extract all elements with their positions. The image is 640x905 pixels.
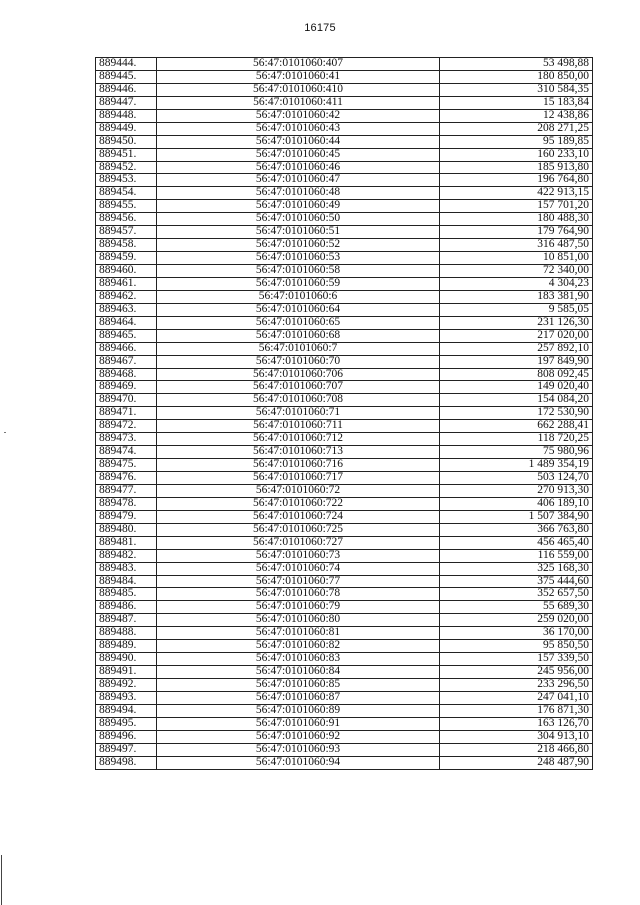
cadastral-number-cell: 56:47:0101060:65 xyxy=(157,316,440,329)
value-cell: 95 850,50 xyxy=(440,640,593,653)
row-number-cell: 889473. xyxy=(96,433,157,446)
value-cell: 55 689,30 xyxy=(440,601,593,614)
row-number-cell: 889445. xyxy=(96,70,157,83)
cadastral-number-cell: 56:47:0101060:79 xyxy=(157,601,440,614)
cadastral-number-cell: 56:47:0101060:717 xyxy=(157,472,440,485)
scan-edge-line xyxy=(1,855,2,905)
table-row xyxy=(96,433,593,446)
table-row xyxy=(96,355,593,368)
value-cell: 163 126,70 xyxy=(440,717,593,730)
cadastral-number-cell: 56:47:0101060:42 xyxy=(157,109,440,122)
row-number-cell: 889470. xyxy=(96,394,157,407)
value-cell: 270 913,30 xyxy=(440,484,593,497)
cadastral-number-cell: 56:47:0101060:716 xyxy=(157,459,440,472)
row-number-cell: 889490. xyxy=(96,653,157,666)
row-number-cell: 889471. xyxy=(96,407,157,420)
row-number-cell: 889451. xyxy=(96,148,157,161)
value-cell: 247 041,10 xyxy=(440,691,593,704)
row-number-cell: 889474. xyxy=(96,446,157,459)
value-cell: 180 488,30 xyxy=(440,213,593,226)
cadastral-number-cell: 56:47:0101060:50 xyxy=(157,213,440,226)
cadastral-value-table xyxy=(95,57,593,770)
cadastral-number-cell: 56:47:0101060:80 xyxy=(157,614,440,627)
row-number-cell: 889485. xyxy=(96,588,157,601)
value-cell: 75 980,96 xyxy=(440,446,593,459)
value-cell: 197 849,90 xyxy=(440,355,593,368)
value-cell: 1 489 354,19 xyxy=(440,459,593,472)
value-cell: 72 340,00 xyxy=(440,265,593,278)
table-row xyxy=(96,614,593,627)
row-number-cell: 889491. xyxy=(96,666,157,679)
cadastral-number-cell: 56:47:0101060:48 xyxy=(157,187,440,200)
table-row xyxy=(96,691,593,704)
row-number-cell: 889463. xyxy=(96,303,157,316)
row-number-cell: 889469. xyxy=(96,381,157,394)
cadastral-number-cell: 56:47:0101060:722 xyxy=(157,497,440,510)
row-number-cell: 889452. xyxy=(96,161,157,174)
row-number-cell: 889467. xyxy=(96,355,157,368)
cadastral-number-cell: 56:47:0101060:53 xyxy=(157,252,440,265)
row-number-cell: 889453. xyxy=(96,174,157,187)
value-cell: 185 913,80 xyxy=(440,161,593,174)
table-row xyxy=(96,640,593,653)
row-number-cell: 889487. xyxy=(96,614,157,627)
row-number-cell: 889457. xyxy=(96,226,157,239)
row-number-cell: 889461. xyxy=(96,277,157,290)
row-number-cell: 889488. xyxy=(96,627,157,640)
table-row xyxy=(96,446,593,459)
cadastral-number-cell: 56:47:0101060:46 xyxy=(157,161,440,174)
table-row xyxy=(96,756,593,769)
value-cell: 245 956,00 xyxy=(440,666,593,679)
row-number-cell: 889492. xyxy=(96,679,157,692)
row-number-cell: 889494. xyxy=(96,704,157,717)
value-cell: 154 084,20 xyxy=(440,394,593,407)
row-number-cell: 889489. xyxy=(96,640,157,653)
cadastral-number-cell: 56:47:0101060:85 xyxy=(157,679,440,692)
row-number-cell: 889480. xyxy=(96,523,157,536)
row-number-cell: 889497. xyxy=(96,743,157,756)
value-cell: 118 720,25 xyxy=(440,433,593,446)
cadastral-number-cell: 56:47:0101060:708 xyxy=(157,394,440,407)
table-row xyxy=(96,459,593,472)
cadastral-number-cell: 56:47:0101060:712 xyxy=(157,433,440,446)
table-row xyxy=(96,122,593,135)
row-number-cell: 889456. xyxy=(96,213,157,226)
value-cell: 180 850,00 xyxy=(440,70,593,83)
table-row xyxy=(96,277,593,290)
value-cell: 36 170,00 xyxy=(440,627,593,640)
value-cell: 366 763,80 xyxy=(440,523,593,536)
table-row xyxy=(96,226,593,239)
table-row xyxy=(96,213,593,226)
table-row xyxy=(96,58,593,71)
row-number-cell: 889455. xyxy=(96,200,157,213)
row-number-cell: 889447. xyxy=(96,96,157,109)
cadastral-number-cell: 56:47:0101060:87 xyxy=(157,691,440,704)
table-row xyxy=(96,407,593,420)
table-row xyxy=(96,161,593,174)
value-cell: 157 701,20 xyxy=(440,200,593,213)
value-cell: 149 020,40 xyxy=(440,381,593,394)
row-number-cell: 889486. xyxy=(96,601,157,614)
table-row xyxy=(96,420,593,433)
table-row xyxy=(96,472,593,485)
value-cell: 316 487,50 xyxy=(440,239,593,252)
table-row xyxy=(96,601,593,614)
cadastral-number-cell: 56:47:0101060:84 xyxy=(157,666,440,679)
cadastral-number-cell: 56:47:0101060:77 xyxy=(157,575,440,588)
row-number-cell: 889449. xyxy=(96,122,157,135)
value-cell: 310 584,35 xyxy=(440,83,593,96)
cadastral-number-cell: 56:47:0101060:74 xyxy=(157,562,440,575)
value-cell: 233 296,50 xyxy=(440,679,593,692)
value-cell: 9 585,05 xyxy=(440,303,593,316)
table-row xyxy=(96,109,593,122)
cadastral-number-cell: 56:47:0101060:70 xyxy=(157,355,440,368)
table-row xyxy=(96,381,593,394)
row-number-cell: 889446. xyxy=(96,83,157,96)
value-cell: 304 913,10 xyxy=(440,730,593,743)
table-row xyxy=(96,717,593,730)
cadastral-number-cell: 56:47:0101060:91 xyxy=(157,717,440,730)
value-cell: 1 507 384,90 xyxy=(440,510,593,523)
value-cell: 503 124,70 xyxy=(440,472,593,485)
cadastral-number-cell: 56:47:0101060:92 xyxy=(157,730,440,743)
value-cell: 196 764,80 xyxy=(440,174,593,187)
cadastral-number-cell: 56:47:0101060:44 xyxy=(157,135,440,148)
row-number-cell: 889462. xyxy=(96,290,157,303)
scan-artifact-mark xyxy=(4,432,6,433)
cadastral-number-cell: 56:47:0101060:706 xyxy=(157,368,440,381)
table-row xyxy=(96,730,593,743)
row-number-cell: 889465. xyxy=(96,329,157,342)
row-number-cell: 889481. xyxy=(96,536,157,549)
cadastral-number-cell: 56:47:0101060:41 xyxy=(157,70,440,83)
cadastral-number-cell: 56:47:0101060:83 xyxy=(157,653,440,666)
table-row xyxy=(96,653,593,666)
cadastral-number-cell: 56:47:0101060:78 xyxy=(157,588,440,601)
row-number-cell: 889444. xyxy=(96,58,157,71)
cadastral-number-cell: 56:47:0101060:49 xyxy=(157,200,440,213)
cadastral-number-cell: 56:47:0101060:51 xyxy=(157,226,440,239)
table-row xyxy=(96,148,593,161)
table-row xyxy=(96,549,593,562)
cadastral-number-cell: 56:47:0101060:725 xyxy=(157,523,440,536)
table-row xyxy=(96,70,593,83)
row-number-cell: 889478. xyxy=(96,497,157,510)
table-row xyxy=(96,239,593,252)
table-body xyxy=(96,58,593,770)
row-number-cell: 889495. xyxy=(96,717,157,730)
table-row xyxy=(96,252,593,265)
value-cell: 4 304,23 xyxy=(440,277,593,290)
row-number-cell: 889496. xyxy=(96,730,157,743)
value-cell: 183 381,90 xyxy=(440,290,593,303)
row-number-cell: 889479. xyxy=(96,510,157,523)
cadastral-number-cell: 56:47:0101060:89 xyxy=(157,704,440,717)
value-cell: 208 271,25 xyxy=(440,122,593,135)
cadastral-number-cell: 56:47:0101060:407 xyxy=(157,58,440,71)
cadastral-number-cell: 56:47:0101060:68 xyxy=(157,329,440,342)
row-number-cell: 889477. xyxy=(96,484,157,497)
row-number-cell: 889459. xyxy=(96,252,157,265)
row-number-cell: 889450. xyxy=(96,135,157,148)
row-number-cell: 889472. xyxy=(96,420,157,433)
cadastral-number-cell: 56:47:0101060:94 xyxy=(157,756,440,769)
cadastral-number-cell: 56:47:0101060:58 xyxy=(157,265,440,278)
value-cell: 662 288,41 xyxy=(440,420,593,433)
table-row xyxy=(96,174,593,187)
cadastral-number-cell: 56:47:0101060:411 xyxy=(157,96,440,109)
cadastral-number-cell: 56:47:0101060:81 xyxy=(157,627,440,640)
table-row xyxy=(96,484,593,497)
table-row xyxy=(96,575,593,588)
cadastral-number-cell: 56:47:0101060:410 xyxy=(157,83,440,96)
value-cell: 406 189,10 xyxy=(440,497,593,510)
cadastral-number-cell: 56:47:0101060:93 xyxy=(157,743,440,756)
table-row xyxy=(96,536,593,549)
table-row xyxy=(96,666,593,679)
cadastral-number-cell: 56:47:0101060:73 xyxy=(157,549,440,562)
value-cell: 259 020,00 xyxy=(440,614,593,627)
table-row xyxy=(96,83,593,96)
row-number-cell: 889484. xyxy=(96,575,157,588)
table-row xyxy=(96,497,593,510)
row-number-cell: 889454. xyxy=(96,187,157,200)
value-cell: 422 913,15 xyxy=(440,187,593,200)
row-number-cell: 889460. xyxy=(96,265,157,278)
value-cell: 248 487,90 xyxy=(440,756,593,769)
cadastral-number-cell: 56:47:0101060:64 xyxy=(157,303,440,316)
value-cell: 179 764,90 xyxy=(440,226,593,239)
cadastral-number-cell: 56:47:0101060:7 xyxy=(157,342,440,355)
row-number-cell: 889466. xyxy=(96,342,157,355)
value-cell: 231 126,30 xyxy=(440,316,593,329)
table-row xyxy=(96,394,593,407)
value-cell: 12 438,86 xyxy=(440,109,593,122)
value-cell: 15 183,84 xyxy=(440,96,593,109)
table-row xyxy=(96,96,593,109)
cadastral-number-cell: 56:47:0101060:43 xyxy=(157,122,440,135)
cadastral-number-cell: 56:47:0101060:727 xyxy=(157,536,440,549)
value-cell: 808 092,45 xyxy=(440,368,593,381)
value-cell: 218 466,80 xyxy=(440,743,593,756)
row-number-cell: 889448. xyxy=(96,109,157,122)
table-row xyxy=(96,342,593,355)
table-row xyxy=(96,316,593,329)
value-cell: 10 851,00 xyxy=(440,252,593,265)
cadastral-number-cell: 56:47:0101060:59 xyxy=(157,277,440,290)
value-cell: 176 871,30 xyxy=(440,704,593,717)
row-number-cell: 889458. xyxy=(96,239,157,252)
cadastral-number-cell: 56:47:0101060:711 xyxy=(157,420,440,433)
table-row xyxy=(96,135,593,148)
table-row xyxy=(96,290,593,303)
table-row xyxy=(96,588,593,601)
row-number-cell: 889483. xyxy=(96,562,157,575)
value-cell: 325 168,30 xyxy=(440,562,593,575)
cadastral-number-cell: 56:47:0101060:724 xyxy=(157,510,440,523)
table-row xyxy=(96,187,593,200)
table-row xyxy=(96,303,593,316)
cadastral-number-cell: 56:47:0101060:713 xyxy=(157,446,440,459)
row-number-cell: 889464. xyxy=(96,316,157,329)
table-row xyxy=(96,523,593,536)
value-cell: 375 444,60 xyxy=(440,575,593,588)
page-number: 16175 xyxy=(304,22,336,34)
row-number-cell: 889475. xyxy=(96,459,157,472)
table-row xyxy=(96,679,593,692)
row-number-cell: 889476. xyxy=(96,472,157,485)
value-cell: 157 339,50 xyxy=(440,653,593,666)
cadastral-number-cell: 56:47:0101060:45 xyxy=(157,148,440,161)
table-row xyxy=(96,368,593,381)
table-row xyxy=(96,743,593,756)
value-cell: 456 465,40 xyxy=(440,536,593,549)
table-row xyxy=(96,704,593,717)
table-row xyxy=(96,200,593,213)
row-number-cell: 889493. xyxy=(96,691,157,704)
cadastral-number-cell: 56:47:0101060:71 xyxy=(157,407,440,420)
table-row xyxy=(96,510,593,523)
value-cell: 53 498,88 xyxy=(440,58,593,71)
cadastral-number-cell: 56:47:0101060:6 xyxy=(157,290,440,303)
value-cell: 257 892,10 xyxy=(440,342,593,355)
cadastral-number-cell: 56:47:0101060:72 xyxy=(157,484,440,497)
table-row xyxy=(96,329,593,342)
cadastral-number-cell: 56:47:0101060:82 xyxy=(157,640,440,653)
table-row xyxy=(96,265,593,278)
row-number-cell: 889482. xyxy=(96,549,157,562)
value-cell: 352 657,50 xyxy=(440,588,593,601)
table-row xyxy=(96,562,593,575)
row-number-cell: 889498. xyxy=(96,756,157,769)
table-row xyxy=(96,627,593,640)
row-number-cell: 889468. xyxy=(96,368,157,381)
value-cell: 160 233,10 xyxy=(440,148,593,161)
value-cell: 217 020,00 xyxy=(440,329,593,342)
cadastral-number-cell: 56:47:0101060:47 xyxy=(157,174,440,187)
cadastral-number-cell: 56:47:0101060:707 xyxy=(157,381,440,394)
value-cell: 172 530,90 xyxy=(440,407,593,420)
value-cell: 95 189,85 xyxy=(440,135,593,148)
cadastral-number-cell: 56:47:0101060:52 xyxy=(157,239,440,252)
value-cell: 116 559,00 xyxy=(440,549,593,562)
